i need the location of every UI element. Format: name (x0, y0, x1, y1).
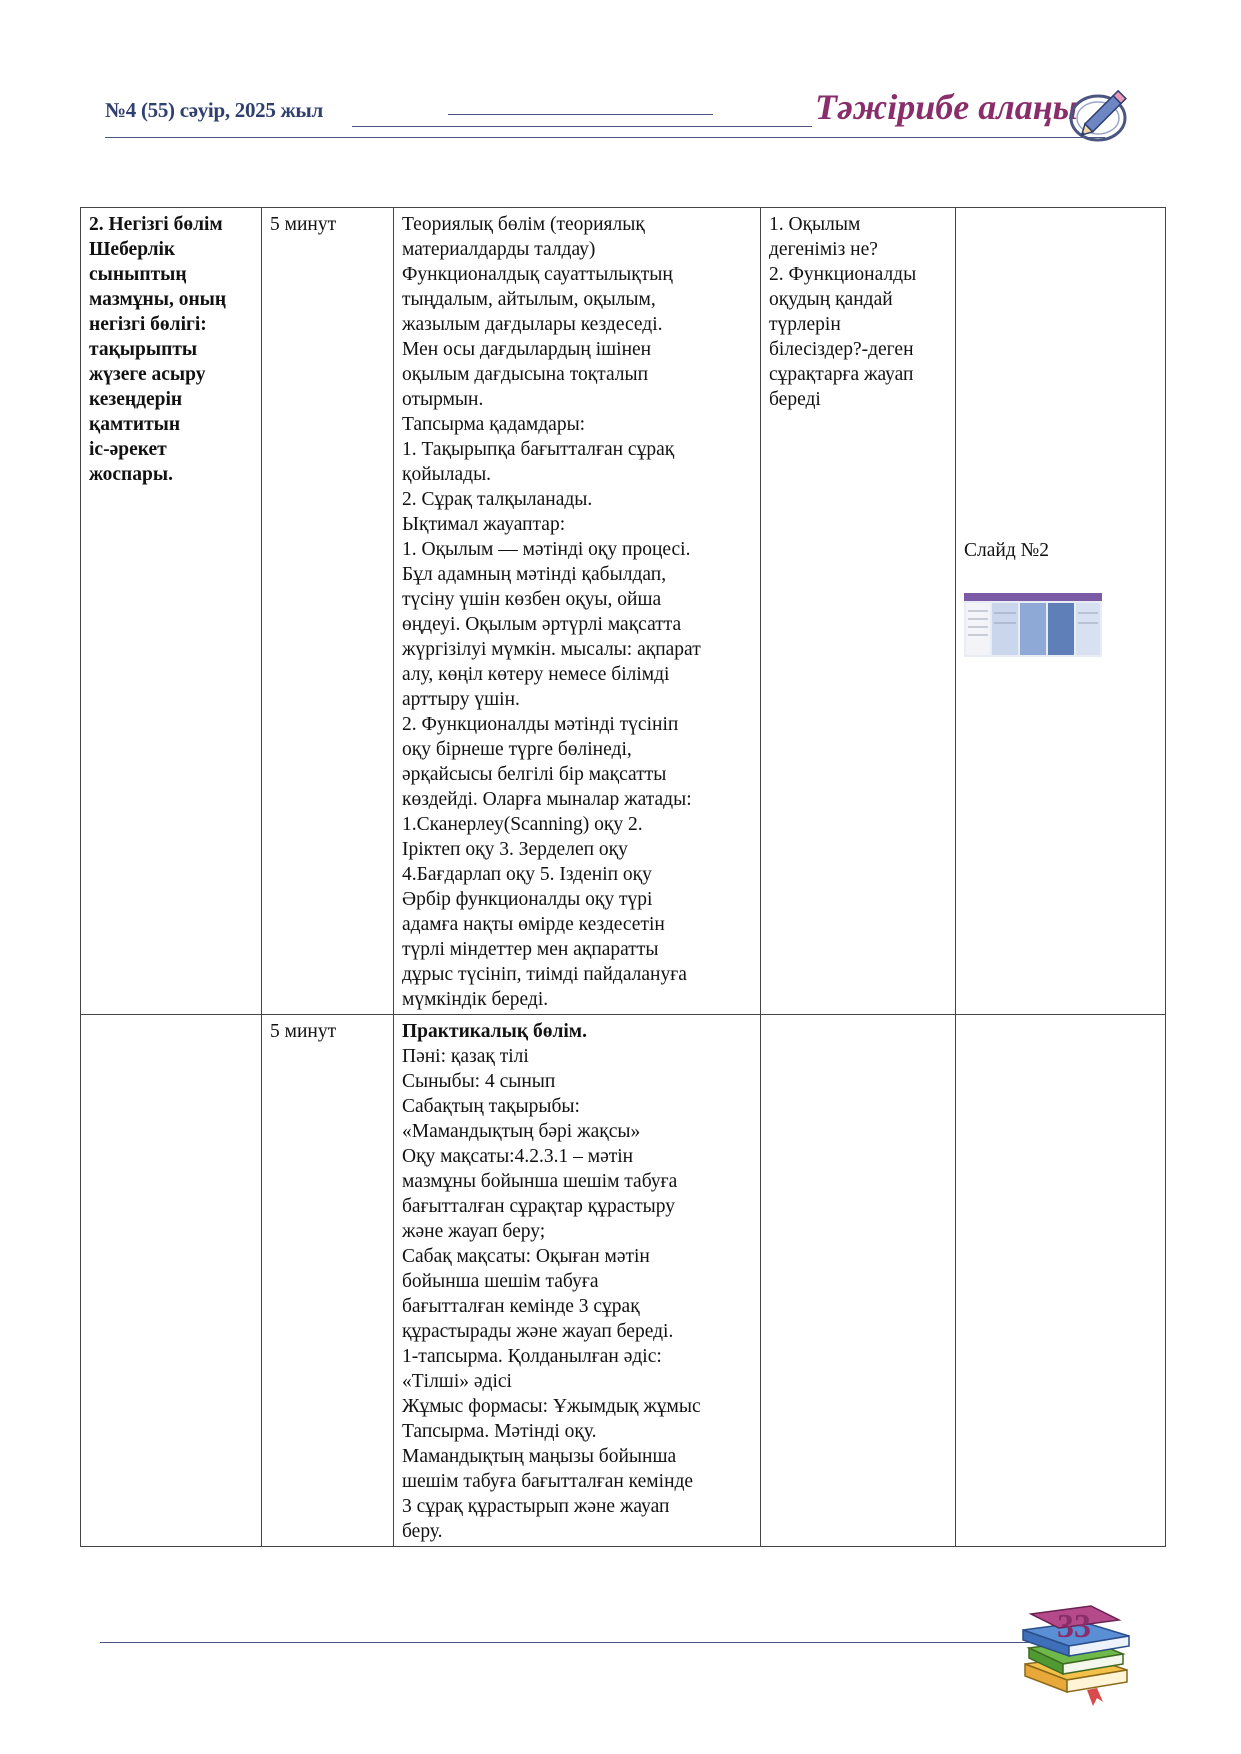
page-number: 33 (1057, 1608, 1091, 1645)
student-line: білесіздер?-деген (769, 339, 914, 360)
lesson-plan-table (80, 207, 1166, 1547)
content-line: бағытталған кемінде 3 сұрақ (402, 1296, 640, 1317)
content-line: Мамандықтың маңызы бойынша (402, 1446, 677, 1467)
header-divider (352, 126, 812, 127)
content-line: тыңдалым, айтылым, оқылым, (402, 289, 656, 310)
content-line: 2. Сұрақ талқыланады. (402, 489, 593, 510)
content-line: Пәні: қазақ тілі (402, 1046, 529, 1067)
content-line: 3 сұрақ құрастырып және жауап (402, 1496, 670, 1517)
content-line: Функционалдық сауаттылықтың (402, 264, 673, 285)
slide-thumbnail-image (964, 593, 1102, 657)
stage-line: сыныптың (89, 264, 187, 285)
stage-line: негізгі бөлігі: (89, 314, 207, 335)
content-line: шешім табуға бағытталған кемінде (402, 1471, 694, 1492)
content-line: өңдеуі. Оқылым әртүрлі мақсатта (402, 614, 682, 635)
content-line: Сабақ мақсаты: Оқыған мәтін (402, 1246, 650, 1267)
content-line: құрастырады және жауап береді. (402, 1321, 674, 1342)
content-line: 1. Тақырыпқа бағытталған сұрақ (402, 439, 675, 460)
content-line: 2. Функционалды мәтінді түсініп (402, 714, 679, 735)
content-line: қойылады. (402, 464, 492, 485)
content-line: жазылым дағдылары кездеседі. (402, 314, 663, 335)
content-line: «Тілші» әдісі (402, 1371, 512, 1392)
stage-line: Шеберлік (89, 239, 176, 260)
content-line: Мен осы дағдылардың ішінен (402, 339, 652, 360)
content-line: Тапсырма қадамдары: (402, 414, 586, 435)
resource-cell (956, 208, 1166, 1015)
content-line: Бұл адамның мәтінді қабылдап, (402, 564, 667, 585)
resource-cell (956, 1015, 1166, 1547)
header-rule (105, 137, 1105, 138)
stage-line: кезеңдерін (89, 389, 183, 410)
stage-line: жоспары. (89, 464, 173, 485)
content-line: жүргізілуі мүмкін. мысалы: ақпарат (402, 639, 701, 660)
content-line: мазмұны бойынша шешім табуға (402, 1171, 678, 1192)
content-line: әрқайсысы белгілі бір мақсатты (402, 764, 667, 785)
content-line: Әрбір функционалды оқу түрі (402, 889, 653, 910)
content-line: беру. (402, 1521, 443, 1542)
stage-line: іс-әрекет (89, 439, 167, 460)
content-line: «Мамандықтың бәрі жақсы» (402, 1121, 641, 1142)
student-line: 2. Функционалды (769, 264, 917, 285)
content-line: Тапсырма. Мәтінді оқу. (402, 1421, 597, 1442)
student-line: береді (769, 389, 821, 410)
section-title: Тәжірибе алаңы (815, 87, 1078, 127)
content-line: бағытталған сұрақтар құрастыру (402, 1196, 675, 1217)
content-cell (394, 208, 761, 1015)
content-line: оқылым дағдысына тоқталып (402, 364, 649, 385)
content-line: түрлі міндеттер мен ақпаратты (402, 939, 659, 960)
content-line: алу, көңіл көтеру немесе білімді (402, 664, 670, 685)
content-line: материалдарды талдау) (402, 239, 596, 260)
slide-label: Слайд №2 (964, 540, 1049, 561)
content-cell (394, 1015, 761, 1547)
content-line: 1-тапсырма. Қолданылған әдіс: (402, 1346, 662, 1367)
content-line: Жұмыс формасы: Ұжымдық жұмыс (402, 1396, 701, 1417)
content-line: түсіну үшін көзбен оқуы, ойша (402, 589, 662, 610)
stage-line: мазмұны, оның (89, 289, 227, 310)
content-line: дұрыс түсініп, тиімді пайдалануға (402, 964, 687, 985)
student-line: дегеніміз не? (769, 239, 878, 260)
content-line: оқу бірнеше түрге бөлінеді, (402, 739, 632, 760)
content-line: Сыныбы: 4 сынып (402, 1071, 556, 1092)
stage-line: жүзеге асыру (89, 364, 206, 385)
header-divider-short (448, 114, 713, 115)
student-line: 1. Оқылым (769, 214, 861, 235)
content-line: Іріктеп оқу 3. Зерделеп оқу (402, 839, 628, 860)
stage-line: қамтитын (89, 414, 181, 435)
table-row (81, 208, 1166, 1015)
time-cell: 5 минут (262, 208, 394, 1015)
stage-cell (81, 1015, 262, 1547)
content-line: Теориялық бөлім (теориялық (402, 214, 645, 235)
content-line: 4.Бағдарлап оқу 5. Ізденіп оқу (402, 864, 652, 885)
content-line: адамға нақты өмірде кездесетін (402, 914, 665, 935)
stage-line: тақырыпты (89, 339, 198, 360)
student-activity-cell (761, 1015, 956, 1547)
student-line: түрлерін (769, 314, 841, 335)
content-title: Практикалық бөлім. (402, 1021, 587, 1042)
student-line: оқудың қандай (769, 289, 893, 310)
content-line: 1. Оқылым — мәтінді оқу процесі. (402, 539, 691, 560)
content-line: бойынша шешім табуға (402, 1271, 599, 1292)
content-line: отырмын. (402, 389, 484, 410)
content-line: көздейді. Оларға мыналар жатады: (402, 789, 692, 810)
content-line: арттыру үшін. (402, 689, 520, 710)
content-line: Ықтимал жауаптар: (402, 514, 566, 535)
footer-rule (100, 1642, 1035, 1643)
content-line: және жауап беру; (402, 1221, 546, 1242)
content-line: Оқу мақсаты:4.2.3.1 – мәтін (402, 1146, 634, 1167)
student-activity-cell (761, 208, 956, 1015)
stage-line: 2. Негізгі бөлім (89, 214, 223, 235)
time-cell: 5 минут (262, 1015, 394, 1547)
content-line: 1.Сканерлеу(Scanning) оқу 2. (402, 814, 643, 835)
student-line: сұрақтарға жауап (769, 364, 914, 385)
stage-cell (81, 208, 262, 1015)
table-row (81, 1015, 1166, 1547)
content-line: мүмкіндік береді. (402, 989, 549, 1010)
issue-info: №4 (55) сәуір, 2025 жыл (105, 98, 323, 122)
content-line: Сабақтың тақырыбы: (402, 1096, 580, 1117)
